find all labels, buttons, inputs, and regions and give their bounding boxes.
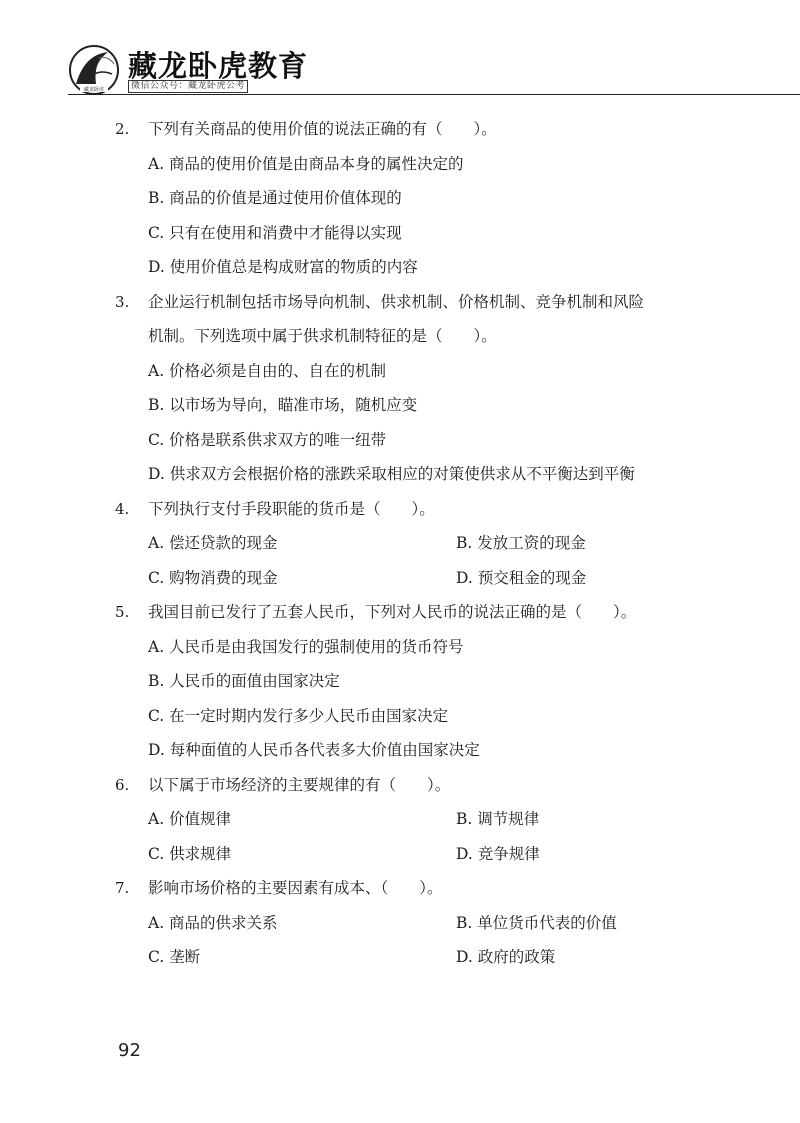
option-a: A. 人民币是由我国发行的强制使用的货币符号 [148,637,464,656]
question-stem [0,285,800,320]
question-number: 6. [115,775,130,794]
option-c: C. 在一定时期内发行多少人民币由国家决定 [148,706,449,725]
question-text: 影响市场价格的主要因素有成本、（ ）。 [148,879,443,897]
option-d: D. 竞争规律 [456,844,540,863]
option-b: B. 商品的价值是通过使用价值体现的 [148,189,402,207]
option-a: A. 价格必须是自由的、自在的机制 [148,361,387,380]
question-list [0,112,800,975]
option-d: D. 供求双方会根据价格的涨跌采取相应的对策使供求从不平衡达到平衡 [148,465,635,483]
question-stem [0,595,800,630]
option-b: B. 单位货币代表的价值 [456,913,617,932]
option-a: A. 商品的供求关系 [148,913,278,932]
option-a: A. 价值规律 [148,810,232,828]
option-c: C. 供求规律 [148,844,232,863]
question-stem [0,871,800,906]
page-header [0,0,800,100]
option-c: C. 价格是联系供求双方的唯一纽带 [148,430,387,449]
option-a: A. 偿还贷款的现金 [148,534,278,552]
option-b: B. 人民币的面值由国家决定 [148,672,340,690]
option-b: B. 发放工资的现金 [456,534,586,552]
question-text: 我国目前已发行了五套人民币，下列对人民币的说法正确的是（ ）。 [148,603,637,621]
option-d: D. 政府的政策 [456,948,556,966]
option-c: C. 购物消费的现金 [148,568,278,587]
option-a: A. 商品的使用价值是由商品本身的属性决定的 [148,154,464,173]
option-d: D. 每种面值的人民币各代表多大价值由国家决定 [148,741,480,759]
option-b: B. 以市场为导向，瞄准市场，随机应变 [148,396,418,414]
question-stem [0,112,800,147]
question-4 [0,492,800,596]
question-number: 5. [115,603,130,621]
option-b: B. 调节规律 [456,810,540,828]
question-6 [0,768,800,872]
option-c: C. 垄断 [148,948,201,966]
question-text: 下列有关商品的使用价值的说法正确的有（ ）。 [148,120,497,138]
question-stem [0,492,800,527]
question-3 [0,285,800,492]
option-d: D. 使用价值总是构成财富的物质的内容 [148,258,418,276]
header-divider [68,94,800,95]
question-stem [0,768,800,803]
question-text-continued: 机制。下列选项中属于供求机制特征的是（ ）。 [148,327,497,345]
option-d: D. 预交租金的现金 [456,568,587,587]
question-text: 下列执行支付手段职能的货币是（ ）。 [148,499,435,518]
logo-icon [68,44,120,96]
question-5 [0,595,800,768]
question-number: 3. [115,292,130,311]
question-7 [0,871,800,975]
question-text: 以下属于市场经济的主要规律的有（ ）。 [148,775,451,794]
question-number: 4. [115,499,130,518]
question-text: 企业运行机制包括市场导向机制、供求机制、价格机制、竞争机制和风险 [148,292,645,311]
brand-subtitle: 微信公众号：藏龙卧虎公考 [128,80,248,93]
brand-title: 藏龙卧虎教育 [128,49,309,83]
question-number: 2. [115,120,130,138]
page-number: 92 [118,1040,141,1061]
question-number: 7. [115,879,130,897]
option-c: C. 只有在使用和消费中才能得以实现 [148,223,402,242]
logo-caption: 藏龙卧虎 [83,87,105,93]
question-2 [0,112,800,285]
